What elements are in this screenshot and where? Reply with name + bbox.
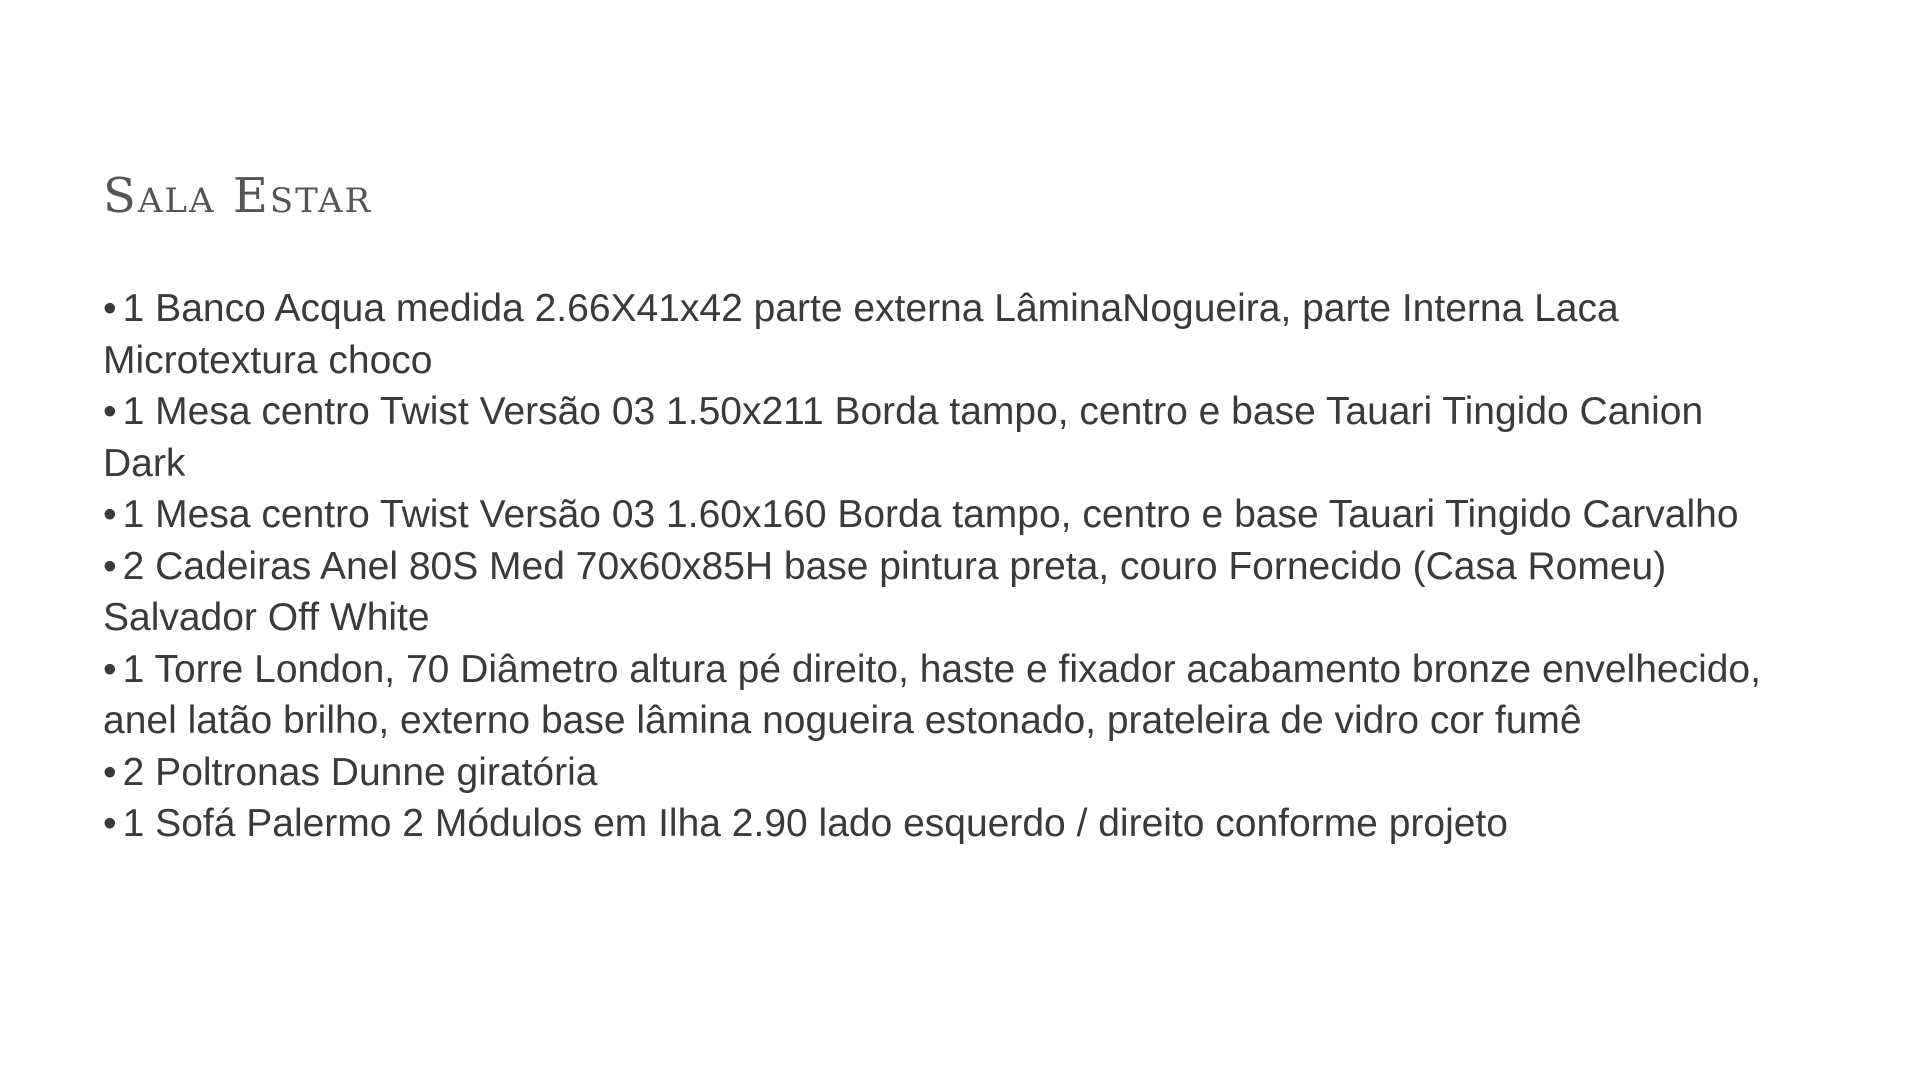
section-title: Sala Estar — [103, 168, 373, 224]
bullet: • — [103, 647, 117, 691]
list-item — [103, 541, 1763, 644]
list-item-text: 1 Mesa centro Twist Versão 03 1.50x211 Borda tampo, centro e base Tauari Tingido Canion Dark — [103, 390, 1704, 485]
list-item — [103, 489, 1763, 541]
list-item — [103, 386, 1763, 489]
bullet: • — [103, 544, 117, 588]
list-item — [103, 644, 1763, 747]
list-item — [103, 747, 1763, 799]
list-item-text: 2 Poltronas Dunne giratória — [122, 750, 598, 794]
list-item — [103, 798, 1763, 850]
list-item — [103, 283, 1763, 386]
list-item-text: 1 Sofá Palermo 2 Módulos em Ilha 2.90 lado esquerdo / direito conforme projeto — [122, 802, 1508, 845]
list-item-text: 1 Torre London, 70 Diâmetro altura pé direito, haste e fixador acabamento bronze envelhecido, anel latão brilho, externo base lâmina nogueira estonado, prateleira de vidro cor fumê — [103, 647, 1761, 742]
list-item-text: 1 Banco Acqua medida 2.66X41x42 parte externa LâminaNogueira, parte Interna Laca Microtextura choco — [103, 287, 1619, 382]
list-item-text: 1 Mesa centro Twist Versão 03 1.60x160 Borda tampo, centro e base Tauari Tingido Carvalho — [122, 493, 1739, 536]
bullet: • — [103, 287, 117, 330]
bullet: • — [103, 493, 117, 536]
bullet: • — [103, 750, 117, 794]
bullet: • — [103, 802, 117, 845]
list-item-text: 2 Cadeiras Anel 80S Med 70x60x85H base pintura preta, couro Fornecido (Casa Romeu) Salvador Off White — [103, 544, 1667, 639]
bullet: • — [103, 390, 117, 433]
item-list — [103, 283, 1763, 850]
